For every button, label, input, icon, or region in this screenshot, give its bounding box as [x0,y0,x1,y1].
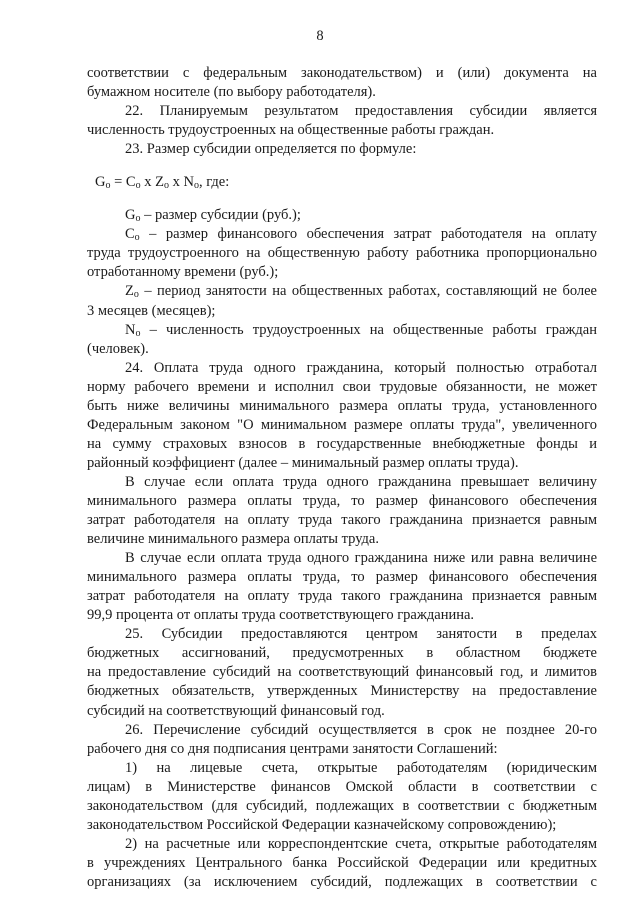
text-line: законодательством (для субсидий, подлежащих в соответствии с бюджетным [87,797,597,814]
text-line: рабочего дня со дня подписания центрами занятости Соглашений: [87,740,498,757]
text-line: отработанному времени (руб.); [87,264,279,281]
text-line: субсидий на соответствующий финансовый год. [87,702,385,719]
text-line: на предоставление субсидий на соответствующий финансовый год, и лимитов [87,664,597,681]
text-line: быть ниже величины минимального размера оплаты труда, установленного [87,397,597,414]
text-line: бюджетных обязательств, утвержденных Министерству на предоставление [87,683,597,700]
text-line: 1) на лицевые счета, открытые работодателям (юридическим [125,759,597,776]
text-line: минимального размера оплаты труда, то размер финансового обеспечения [87,569,597,586]
text-line: организациях (за исключением субсидий, подлежащих в соответствии с [87,873,597,890]
text-line: Федеральным законом "О минимальном размере оплаты труда", увеличенного [87,416,597,433]
text-line: районный коэффициент (далее – минимальный размер оплаты труда). [87,454,519,471]
text-line: $N_o$ – численность трудоустроенных на общественные работы граждан [125,321,597,339]
text-line: $C_o$ – размер финансового обеспечения затрат работодателя на оплату [125,226,597,244]
text-line: 24. Оплата труда одного гражданина, который полностью отработал [125,359,597,376]
blank-spacer [87,192,597,206]
formula-line: $G_o = C_o$ x $Z_o$ x $N_o$, где: [95,174,230,192]
text-line: норму рабочего времени и исполнил свои трудовые обязанности, не может [87,378,597,395]
text-line: численность трудоустроенных на общественные работы граждан. [87,122,495,139]
text-line: затрат работодателя на оплату труда такого гражданина признается равным [87,512,597,529]
text-line: законодательством Российской Федерации казначейскому сопровождению); [87,816,557,833]
text-line: 3 месяцев (месяцев); [87,302,216,319]
page-number: 8 [316,28,324,44]
text-line: минимального размера оплаты труда, то размер финансового обеспечения [87,492,597,509]
text-line: 99,9 процента от оплаты труда соответствующего гражданина. [87,607,475,624]
text-line: бюджетных ассигнований, предусмотренных в областном бюджете [87,645,597,662]
blank-spacer [87,159,597,173]
text-line: $Z_o$ – период занятости на общественных работах, составляющий не более [125,283,597,301]
text-line: (человек). [87,340,149,357]
text-line: 25. Субсидии предоставляются центром занятости в пределах [125,626,597,643]
text-line: труда трудоустроенного на общественную работу работника пропорционально [87,245,597,262]
text-line: 22. Планируемым результатом предоставления субсидии является [125,103,597,120]
text-line: лицам) в Министерстве финансов Омской области в соответствии с [87,778,597,795]
text-line: 26. Перечисление субсидий осуществляется в срок не позднее 20-го [125,721,597,738]
text-line: 23. Размер субсидии определяется по формуле: [125,141,417,158]
text-line: соответствии с федеральным законодательством) и (или) документа на [87,65,597,81]
text-line: затрат работодателя на оплату труда такого гражданина признается равным [87,588,597,605]
text-line: В случае если оплата труда одного гражданина превышает величину [125,473,597,490]
text-line: бумажном носителе (по выбору работодателя). [87,84,376,101]
document-body [87,64,597,892]
text-line: на сумму страховых взносов в государственные внебюджетные фонды и [87,435,597,452]
text-line: 2) на расчетные или корреспондентские счета, открытые работодателям [125,835,597,852]
text-line: В случае если оплата труда одного гражданина ниже или равна величине [125,550,597,567]
text-line: $G_o$ – размер субсидии (руб.); [125,207,301,225]
text-line: в учреждениях Центрального банка Российской Федерации или кредитных [87,854,597,871]
text-line: величине минимального размера оплаты труда. [87,531,379,548]
